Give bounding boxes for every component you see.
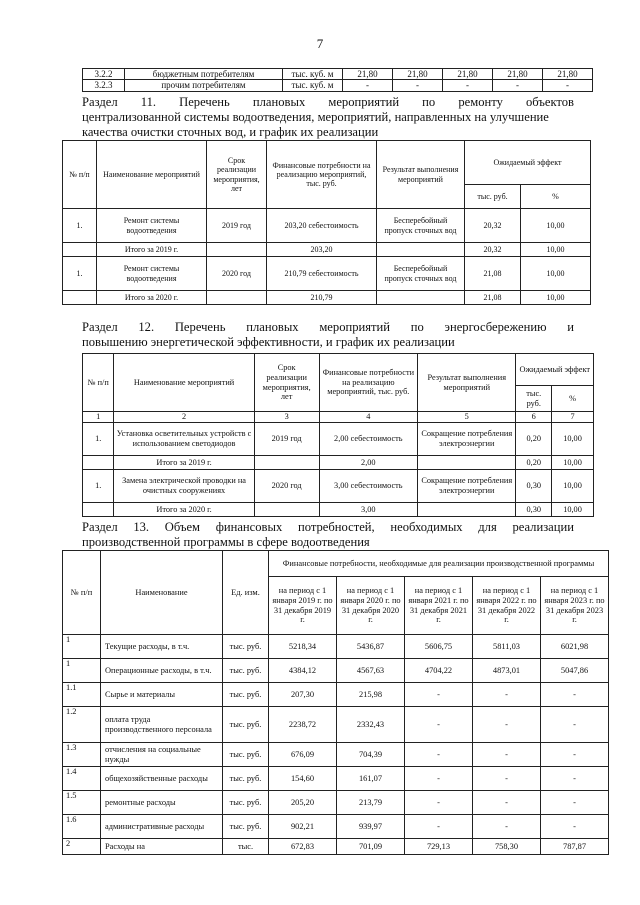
row-term: 2019 год [254, 423, 319, 456]
row-number: 2 [63, 839, 101, 855]
value-cell: - [405, 791, 473, 815]
row-name: административные расходы [101, 815, 223, 839]
header-result: Результат выполнения мероприятий [418, 354, 516, 412]
row-result [418, 503, 516, 517]
row-result: Бесперебойный пропуск сточных вод [377, 209, 465, 243]
row-unit: тыс. руб. [223, 635, 269, 659]
row-unit: тыс. руб. [223, 683, 269, 707]
column-number: 7 [552, 412, 594, 423]
row-name: прочим потребителям [125, 80, 283, 91]
header-row [83, 354, 594, 386]
value-cell: - [541, 683, 609, 707]
table-row [63, 839, 609, 855]
table-row [63, 767, 609, 791]
column-number-row [83, 412, 594, 423]
value-cell: 676,09 [269, 743, 337, 767]
row-number: 1.1 [63, 683, 101, 707]
table-row [63, 209, 591, 243]
section12-heading [82, 320, 574, 350]
row-rub: 0,30 [516, 470, 552, 503]
column-number: 6 [516, 412, 552, 423]
value-cell: 21,80 [443, 69, 493, 80]
value-cell: 4567,63 [337, 659, 405, 683]
table-row [63, 243, 591, 257]
table-row [63, 743, 609, 767]
row-pct: 10,00 [552, 503, 594, 517]
row-rub: 21,08 [465, 257, 521, 291]
value-cell: 787,87 [541, 839, 609, 855]
row-name: Итого за 2020 г. [97, 291, 207, 305]
row-term: 2020 год [254, 470, 319, 503]
row-name: оплата труда производственного персонала [101, 707, 223, 743]
row-rub: 20,32 [465, 243, 521, 257]
value-cell: 215,98 [337, 683, 405, 707]
section11-title-line3: качества очистки сточных вод, и график их реализации [82, 125, 379, 139]
table-row [83, 503, 594, 517]
table-row [83, 470, 594, 503]
value-cell: 2332,43 [337, 707, 405, 743]
row-number [83, 456, 114, 470]
row-rub: 21,08 [465, 291, 521, 305]
row-number: 3.2.3 [83, 80, 125, 91]
value-cell: - [343, 80, 393, 91]
row-name: ремонтные расходы [101, 791, 223, 815]
value-cell: - [473, 683, 541, 707]
row-name: Ремонт системы водоотведения [97, 209, 207, 243]
section13-title-line1: Раздел 13. Объем финансовых потребностей, необходимых для реализации [82, 520, 574, 534]
value-cell: 205,20 [269, 791, 337, 815]
row-term [207, 243, 267, 257]
row-number [63, 291, 97, 305]
row-number: 1. [63, 257, 97, 291]
row-rub: 0,20 [516, 456, 552, 470]
top-continuation-table [82, 68, 593, 92]
table-row [63, 815, 609, 839]
row-number: 1.3 [63, 743, 101, 767]
value-cell: 5606,75 [405, 635, 473, 659]
value-cell: - [405, 815, 473, 839]
value-cell: - [393, 80, 443, 91]
header-row [63, 141, 591, 185]
row-unit: тыс. руб. [223, 767, 269, 791]
value-cell: 5047,86 [541, 659, 609, 683]
row-term [207, 291, 267, 305]
row-finance: 210,79 [267, 291, 377, 305]
value-cell: 902,21 [269, 815, 337, 839]
row-name: Замена электрической проводки на очистных сооружениях [114, 470, 254, 503]
table-row [83, 69, 593, 80]
value-cell: - [473, 707, 541, 743]
value-cell: - [473, 767, 541, 791]
header-num: № п/п [63, 551, 101, 635]
header-num: № п/п [63, 141, 97, 209]
row-pct: 10,00 [552, 456, 594, 470]
row-number: 3.2.2 [83, 69, 125, 80]
section13-title-line2: производственной программы в сфере водоотведения [82, 535, 370, 549]
section11-title-line1: Раздел 11. Перечень плановых мероприятий по ремонту объектов [82, 95, 574, 109]
column-number: 3 [254, 412, 319, 423]
header-name: Наименование мероприятий [114, 354, 254, 412]
row-name: бюджетным потребителям [125, 69, 283, 80]
row-name: Итого за 2019 г. [97, 243, 207, 257]
row-name: Расходы на [101, 839, 223, 855]
table-row [83, 456, 594, 470]
value-cell: - [405, 683, 473, 707]
row-term [254, 503, 319, 517]
row-number [83, 503, 114, 517]
header-effect: Ожидаемый эффект [465, 141, 591, 185]
row-unit: тыс. [223, 839, 269, 855]
header-period: на период с 1 января 2021 г. по 31 декабря 2021 г. [405, 577, 473, 635]
value-cell: - [541, 767, 609, 791]
row-name: Итого за 2020 г. [114, 503, 254, 517]
row-number [63, 243, 97, 257]
row-number: 1.2 [63, 707, 101, 743]
header-effect-rub: тыс. руб. [465, 185, 521, 209]
row-name: Сырье и материалы [101, 683, 223, 707]
header-period: на период с 1 января 2019 г. по 31 декабря 2019 г. [269, 577, 337, 635]
header-num: № п/п [83, 354, 114, 412]
value-cell: 729,13 [405, 839, 473, 855]
row-name: Ремонт системы водоотведения [97, 257, 207, 291]
row-finance: 3,00 [319, 503, 417, 517]
value-cell: 704,39 [337, 743, 405, 767]
header-name: Наименование мероприятий [97, 141, 207, 209]
row-number: 1.6 [63, 815, 101, 839]
value-cell: - [405, 767, 473, 791]
row-result: Бесперебойный пропуск сточных вод [377, 257, 465, 291]
value-cell: 2238,72 [269, 707, 337, 743]
value-cell: 701,09 [337, 839, 405, 855]
row-name: Итого за 2019 г. [114, 456, 254, 470]
row-rub: 0,20 [516, 423, 552, 456]
value-cell: 21,80 [393, 69, 443, 80]
value-cell: 5811,03 [473, 635, 541, 659]
page-number: 7 [316, 36, 324, 51]
value-cell: 4384,12 [269, 659, 337, 683]
row-number: 1. [83, 423, 114, 456]
value-cell: 758,30 [473, 839, 541, 855]
section13-heading [82, 520, 574, 550]
value-cell: 207,30 [269, 683, 337, 707]
row-name: Установка осветительных устройств с использованием светодиодов [114, 423, 254, 456]
row-name: отчисления на социальные нужды [101, 743, 223, 767]
row-pct: 10,00 [521, 257, 591, 291]
row-number: 1 [63, 659, 101, 683]
value-cell: - [473, 791, 541, 815]
column-number: 5 [418, 412, 516, 423]
row-unit: тыс. руб. [223, 791, 269, 815]
section12-title-line2: повышению энергетической эффективности, и график их реализации [82, 335, 455, 349]
value-cell: - [473, 743, 541, 767]
value-cell: - [443, 80, 493, 91]
value-cell: - [543, 80, 593, 91]
header-effect-pct: % [552, 386, 594, 412]
row-finance: 2,00 [319, 456, 417, 470]
value-cell: - [405, 743, 473, 767]
row-pct: 10,00 [521, 291, 591, 305]
value-cell: 5436,87 [337, 635, 405, 659]
value-cell: 154,60 [269, 767, 337, 791]
row-unit: тыс. куб. м [283, 69, 343, 80]
column-number: 1 [83, 412, 114, 423]
value-cell: 213,79 [337, 791, 405, 815]
row-term [254, 456, 319, 470]
value-cell: - [541, 791, 609, 815]
row-rub: 20,32 [465, 209, 521, 243]
row-name: Операционные расходы, в т.ч. [101, 659, 223, 683]
row-finance: 203,20 себестоимость [267, 209, 377, 243]
header-period: на период с 1 января 2023 г. по 31 декабря 2023 г. [541, 577, 609, 635]
row-unit: тыс. руб. [223, 707, 269, 743]
row-unit: тыс. руб. [223, 743, 269, 767]
row-term: 2019 год [207, 209, 267, 243]
row-pct: 10,00 [552, 423, 594, 456]
table-row [63, 635, 609, 659]
header-term: Срок реализации мероприятия, лет [254, 354, 319, 412]
row-result [418, 456, 516, 470]
row-pct: 10,00 [552, 470, 594, 503]
table-row [63, 683, 609, 707]
section11-heading [82, 95, 574, 140]
section12-title-line1: Раздел 12. Перечень плановых мероприятий по энергосбережению и [82, 320, 574, 334]
header-result: Результат выполнения мероприятий [377, 141, 465, 209]
table-row [83, 80, 593, 91]
table-row [63, 791, 609, 815]
value-cell: 6021,98 [541, 635, 609, 659]
header-effect: Ожидаемый эффект [516, 354, 594, 386]
row-term: 2020 год [207, 257, 267, 291]
value-cell: 5218,34 [269, 635, 337, 659]
table-row [63, 291, 591, 305]
section12-table [82, 353, 594, 517]
column-number: 2 [114, 412, 254, 423]
value-cell: - [541, 707, 609, 743]
header-unit: Ед. изм. [223, 551, 269, 635]
value-cell: - [541, 815, 609, 839]
value-cell: 21,80 [343, 69, 393, 80]
header-name: Наименование [101, 551, 223, 635]
row-rub: 0,30 [516, 503, 552, 517]
row-number: 1. [63, 209, 97, 243]
row-finance: 210,79 себестоимость [267, 257, 377, 291]
value-cell: - [541, 743, 609, 767]
section11-table [62, 140, 591, 305]
value-cell: 939,97 [337, 815, 405, 839]
row-number: 1.5 [63, 791, 101, 815]
row-finance: 3,00 себестоимость [319, 470, 417, 503]
row-number: 1 [63, 635, 101, 659]
row-unit: тыс. куб. м [283, 80, 343, 91]
row-result: Сокращение потребления электроэнергии [418, 423, 516, 456]
row-result: Сокращение потребления электроэнергии [418, 470, 516, 503]
table-row [63, 707, 609, 743]
row-number: 1. [83, 470, 114, 503]
row-unit: тыс. руб. [223, 815, 269, 839]
header-period: на период с 1 января 2022 г. по 31 декабря 2022 г. [473, 577, 541, 635]
row-pct: 10,00 [521, 243, 591, 257]
column-number: 4 [319, 412, 417, 423]
value-cell: - [473, 815, 541, 839]
header-finance: Финансовые потребности на реализацию мероприятий, тыс. руб. [267, 141, 377, 209]
row-finance: 203,20 [267, 243, 377, 257]
row-pct: 10,00 [521, 209, 591, 243]
header-effect-rub: тыс. руб. [516, 386, 552, 412]
header-effect-pct: % [521, 185, 591, 209]
value-cell: 4873,01 [473, 659, 541, 683]
section11-title-line2: централизованной системы водоотведения, мероприятий, направленных на улучшение [82, 110, 549, 124]
value-cell: - [405, 707, 473, 743]
table-row [63, 659, 609, 683]
row-name: Текущие расходы, в т.ч. [101, 635, 223, 659]
value-cell: 672,83 [269, 839, 337, 855]
row-result [377, 243, 465, 257]
row-finance: 2,00 себестоимость [319, 423, 417, 456]
section13-table [62, 550, 609, 855]
value-cell: 4704,22 [405, 659, 473, 683]
header-row [63, 551, 609, 577]
row-number: 1.4 [63, 767, 101, 791]
value-cell: 21,80 [543, 69, 593, 80]
value-cell: - [493, 80, 543, 91]
row-result [377, 291, 465, 305]
row-unit: тыс. руб. [223, 659, 269, 683]
header-term: Срок реализации мероприятия, лет [207, 141, 267, 209]
value-cell: 21,80 [493, 69, 543, 80]
header-group: Финансовые потребности, необходимые для реализации производственной программы [269, 551, 609, 577]
row-name: общехозяйственные расходы [101, 767, 223, 791]
value-cell: 161,07 [337, 767, 405, 791]
header-period: на период с 1 января 2020 г. по 31 декабря 2020 г. [337, 577, 405, 635]
header-finance: Финансовые потребности на реализацию мероприятий, тыс. руб. [319, 354, 417, 412]
table-row [63, 257, 591, 291]
table-row [83, 423, 594, 456]
